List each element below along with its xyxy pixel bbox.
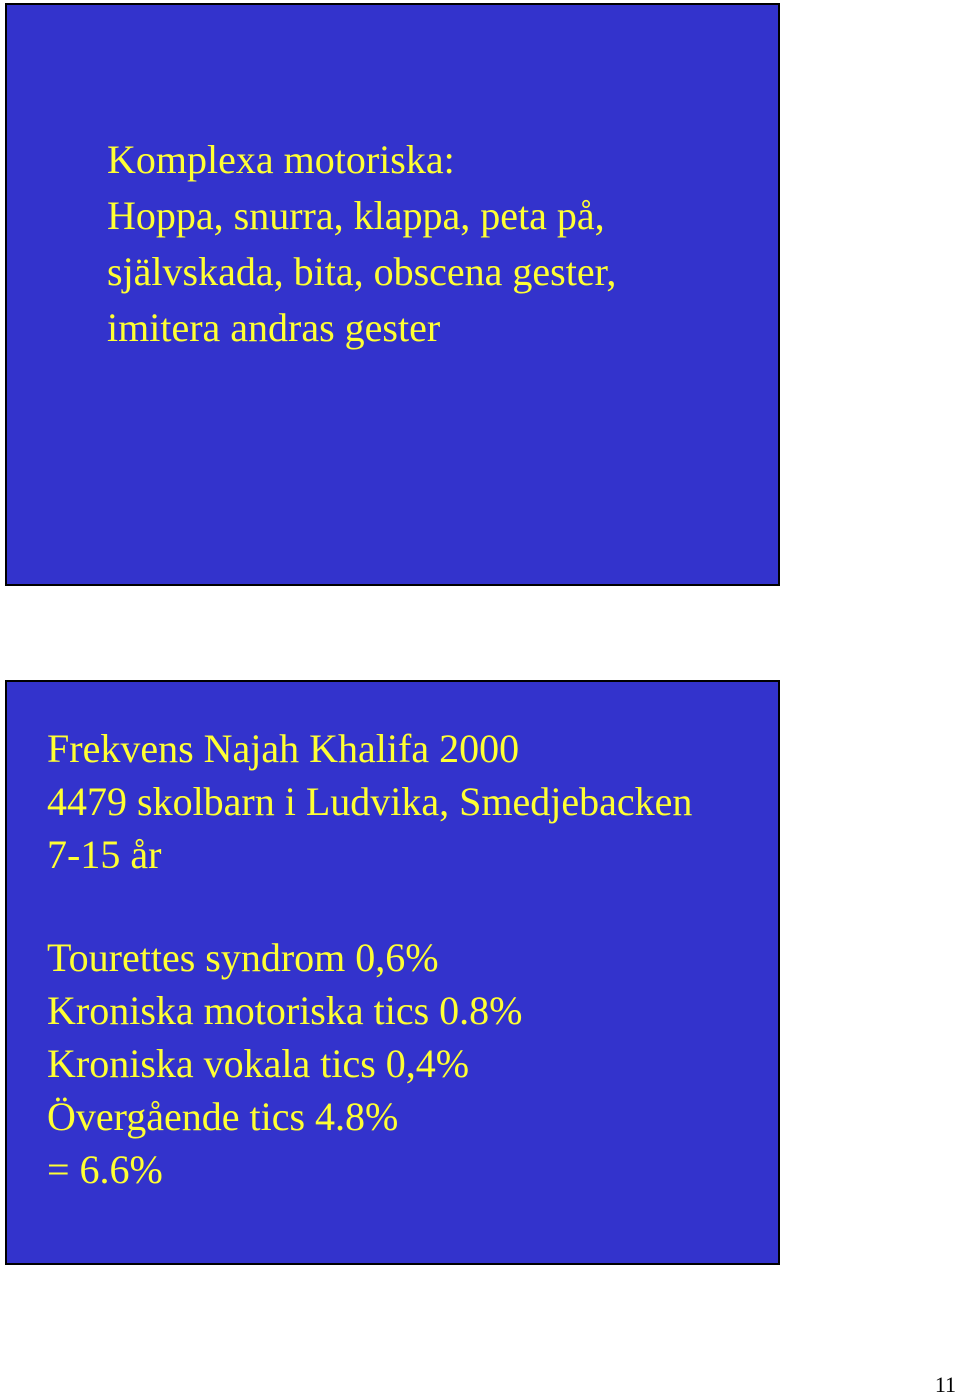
slide-text-line: självskada, bita, obscena gester, (107, 249, 617, 294)
stat-line: Kroniska vokala tics 0,4% (47, 1041, 470, 1086)
stat-total-line: = 6.6% (47, 1147, 163, 1192)
stat-line: Övergående tics 4.8% (47, 1094, 399, 1139)
stat-line: Tourettes syndrom 0,6% (47, 935, 439, 980)
study-sample-line: 4479 skolbarn i Ludvika, Smedjebacken (47, 779, 693, 824)
slide-complex-motor-tics (5, 3, 780, 586)
stat-line: Kroniska motoriska tics 0.8% (47, 988, 523, 1033)
slide-text-line: imitera andras gester (107, 305, 441, 350)
spacer (47, 881, 692, 931)
page-number: 11 (934, 1372, 956, 1397)
slide-heading: Komplexa motoriska: (107, 137, 455, 182)
slide-frequency-statistics (5, 680, 780, 1265)
slide-body-text (47, 722, 692, 1196)
slide-text-line: Hoppa, snurra, klappa, peta på, (107, 193, 605, 238)
slide-body-text (107, 132, 616, 356)
age-range-line: 7-15 år (47, 832, 162, 877)
slide-heading: Frekvens Najah Khalifa 2000 (47, 726, 520, 771)
